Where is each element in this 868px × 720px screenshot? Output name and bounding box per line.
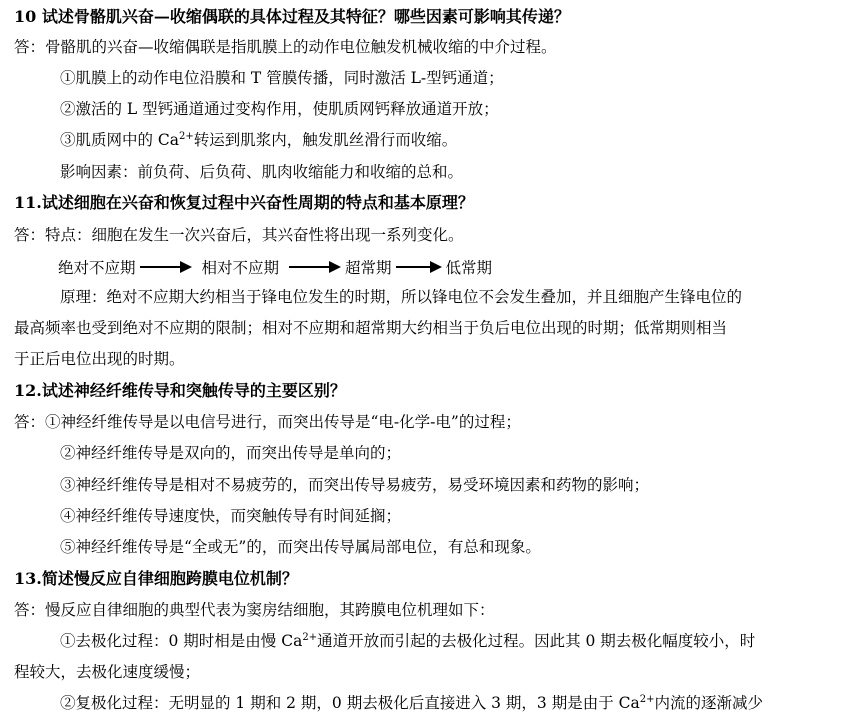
question-13-answer-intro: 答：慢反应自律细胞的典型代表为窦房结细胞，其跨膜电位机理如下：: [14, 601, 495, 619]
question-12-title: 12.试述神经纤维传导和突触传导的主要区别？: [14, 381, 346, 400]
question-12-item-1: 答：①神经纤维传导是以电信号进行，而突出传导是“电-化学-电”的过程；: [14, 413, 521, 431]
question-13-point-1: [60, 626, 868, 656]
question-13-point-2-sup: 2+: [639, 693, 655, 705]
flow-term-subnormal: 低常期: [445, 259, 493, 277]
question-13-point-2-post: 内流的逐渐减少: [654, 694, 764, 712]
question-13-point-2: [60, 688, 868, 718]
question-10-step-1: ①肌膜上的动作电位沿膜和 T 管膜传播，同时激活 L-型钙通道；: [60, 69, 504, 87]
flow-term-supranormal: 超常期: [345, 259, 392, 277]
question-10-answer-intro: 答：骨骼肌的兴奋—收缩偶联是指肌膜上的动作电位触发机械收缩的中介过程。: [14, 38, 557, 56]
question-11-principle-line-3: 于正后电位出现的时期。: [14, 350, 185, 368]
question-13-point-1-pre: ①去极化过程：0 期时相是由慢 Ca: [60, 632, 303, 650]
question-13-title: 13.简述慢反应自律细胞跨膜电位机制？: [14, 569, 298, 588]
question-13-point-1-sup: 2+: [302, 631, 318, 643]
refractory-period-flow: [58, 252, 492, 282]
question-11-answer-intro: 答：特点：细胞在发生一次兴奋后，其兴奋性将出现一系列变化。: [14, 226, 464, 244]
question-11-principle-line-2: 最高频率也受到绝对不应期的限制；相对不应期和超常期大约相当于负后电位出现的时期；低常期则相当: [14, 319, 728, 337]
question-11-title: 11.试述细胞在兴奋和恢复过程中兴奋性周期的特点和基本原理？: [14, 193, 474, 212]
question-10-step-3-pre: ③肌质网中的 Ca: [60, 131, 180, 149]
question-13-point-1-post: 通道开放而引起的去极化过程。因此其 0 期去极化幅度较小，时: [317, 632, 756, 650]
flow-arrow-icon: [140, 261, 192, 273]
question-12-item-2: ②神经纤维传导是双向的，而突出传导是单向的；: [60, 444, 402, 462]
question-10-step-2: ②激活的 L 型钙通道通过变构作用，使肌质网钙释放通道开放；: [60, 100, 499, 118]
question-10-step-3: [60, 125, 868, 155]
question-12-item-4: ④神经纤维传导速度快，而突触传导有时间延搁；: [60, 507, 402, 525]
question-10-title: 10 试述骨骼肌兴奋—收缩偶联的具体过程及其特征？哪些因素可影响其传递？: [14, 7, 570, 26]
question-12-item-3: ③神经纤维传导是相对不易疲劳的，而突出传导易疲劳，易受环境因素和药物的影响；: [60, 476, 650, 494]
question-13-point-1-line-2: 程较大，去极化速度缓慢；: [14, 663, 201, 681]
question-12-item-5: ⑤神经纤维传导是“全或无”的，而突出传导属局部电位，有总和现象。: [60, 538, 541, 556]
flow-arrow-icon: [289, 261, 341, 273]
flow-arrow-icon: [396, 261, 442, 273]
question-13-point-2-pre: ②复极化过程：无明显的 1 期和 2 期，0 期去极化后直接进入 3 期，3 期是由于 Ca: [60, 694, 640, 712]
question-10-step-3-sup: 2+: [179, 130, 194, 142]
flow-term-relative-refractory: 相对不应期: [201, 259, 280, 277]
question-10-factors: 影响因素：前负荷、后负荷、肌肉收缩能力和收缩的总和。: [60, 163, 464, 181]
flow-term-absolute-refractory: 绝对不应期: [58, 259, 136, 277]
question-10-step-3-post: 转运到肌浆内，触发肌丝滑行而收缩。: [193, 131, 458, 149]
question-11-principle-line-1: 原理：绝对不应期大约相当于锋电位发生的时期，所以锋电位不会发生叠加，并且细胞产生锋电位的: [60, 288, 743, 306]
